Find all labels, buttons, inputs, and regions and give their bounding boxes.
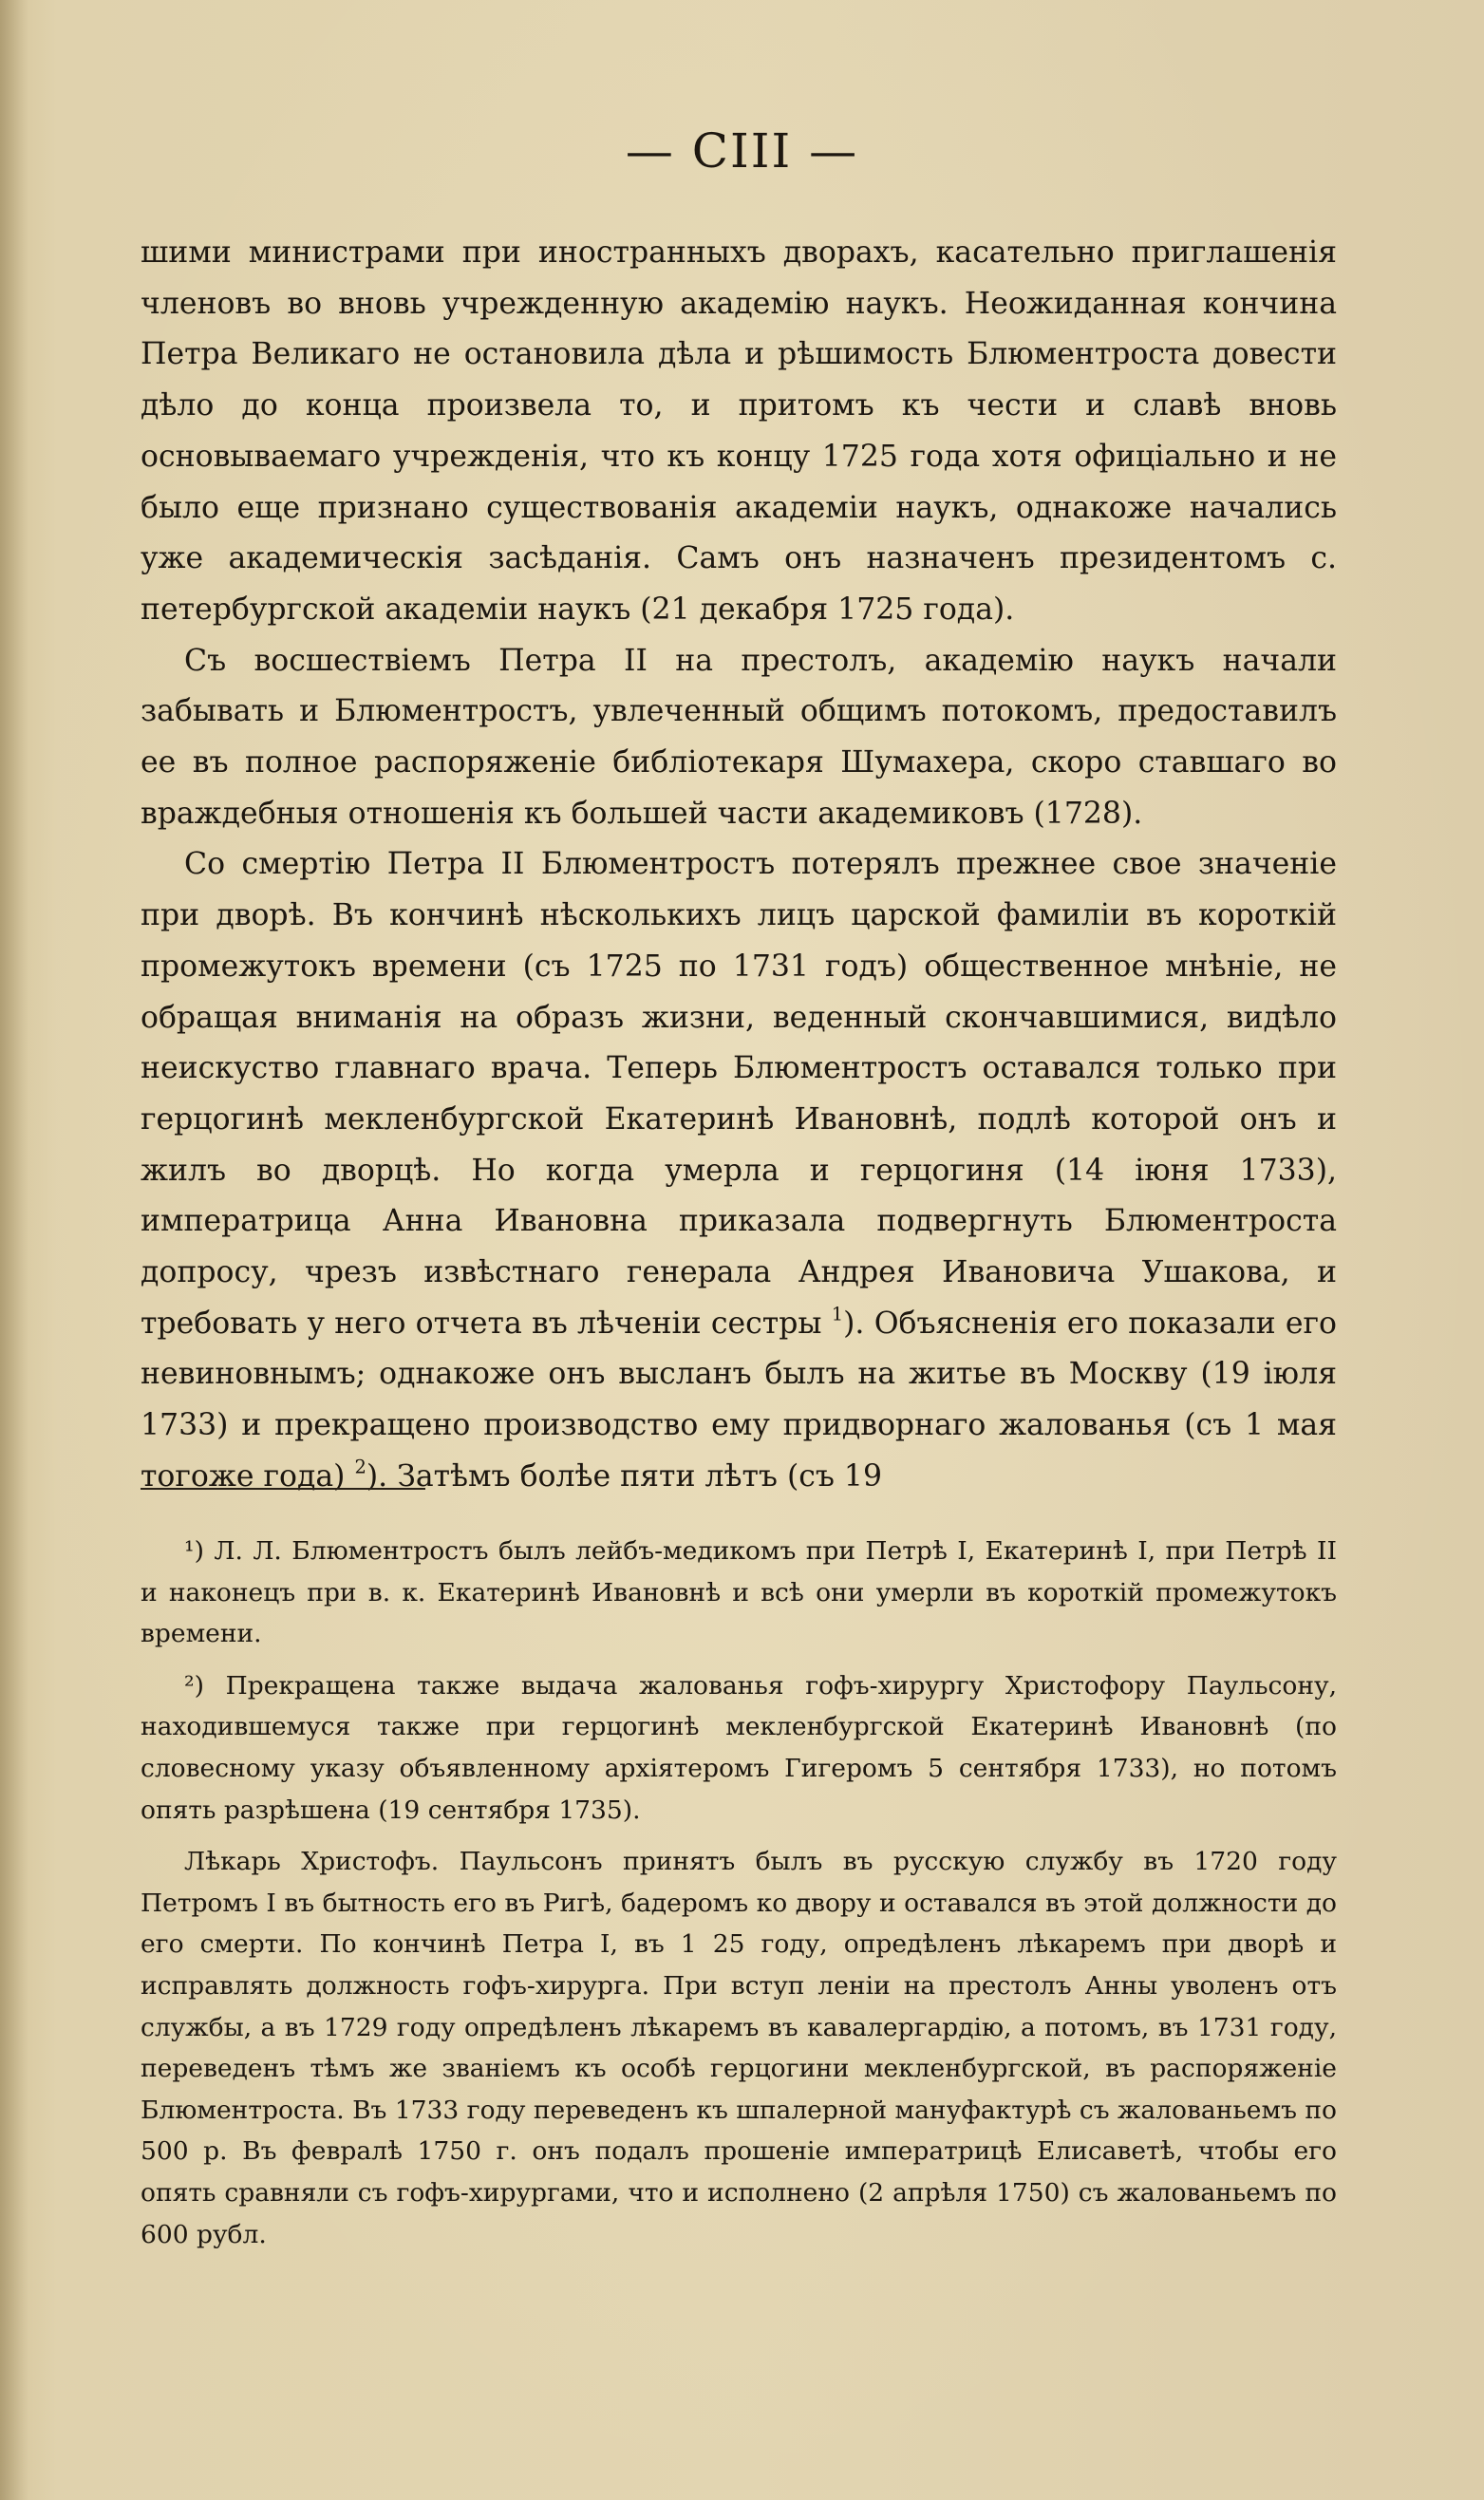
page-number: — CIII — — [625, 123, 859, 179]
paragraph-3 — [141, 839, 1337, 1502]
footnote-2 — [141, 1665, 1337, 1831]
footnote-2-text: ) Прекращена также выдача жалованья гофъ-хирургу Христофору Паульсону, находившемуся также при герцогинѣ мекленбургской Екатеринѣ Ивановнѣ (по словесному указу объявленному архіятеромъ Гигеромъ 5 сентября 1733), но потомъ опять разрѣшена (19 сентября 1735). — [141, 1670, 1337, 1825]
footnote-ref-1: 1 — [831, 1303, 844, 1325]
binding-shadow — [0, 0, 28, 2500]
footnote-ref-2: 2 — [354, 1456, 366, 1478]
main-text — [141, 228, 1337, 1503]
footnote-2-mark: ² — [184, 1670, 195, 1701]
footnote-1-mark: ¹ — [184, 1536, 195, 1566]
paragraph-3-part-2: ). Объясненія его показали его невиновнымъ; однакоже онъ высланъ былъ на житье въ Москву (19 іюля 1733) и прекращено производство ему придворнаго жалованья (съ 1 мая тогоже года) — [141, 1306, 1338, 1494]
footnotes — [141, 1531, 1337, 2255]
footnote-2-continuation: Лѣкарь Христофъ. Паульсонъ принятъ былъ въ русскую службу въ 1720 году Петромъ I въ бытность его въ Ригѣ, бадеромъ ко двору и оставался въ этой должности до его смерти. По кончинѣ Петра I, въ 1 25 году, опредѣленъ лѣкаремъ при дворѣ и исправлять должность гофъ-хирурга. При вступ леніи на престолъ Анны уволенъ отъ службы, а въ 1729 году опредѣленъ лѣкаремъ въ кавалергардію, а потомъ, въ 1731 году, переведенъ тѣмъ же званіемъ къ особѣ герцогини мекленбургской, въ распоряженіе Блюментроста. Въ 1733 году переведенъ къ шпалерной мануфактурѣ съ жалованьемъ по 500 р. Въ февралѣ 1750 г. онъ подалъ прошеніе императрицѣ Елисаветѣ, чтобы его опять сравняли съ гофъ-хирургами, что и исполнено (2 апрѣля 1750) съ жалованьемъ по 600 рубл. — [141, 1847, 1338, 2249]
paragraph-1: шими министрами при иностранныхъ дворахъ, касательно приглашенія членовъ во вновь учрежденную академію наукъ. Неожиданная кончина Петра Великаго не остановила дѣла и рѣшимость Блюментроста довести дѣло до конца произвела то, и притомъ къ чести и славѣ вновь основываемаго учрежденія, что къ концу 1725 года хотя офиціально и не было еще признано существованія академіи наукъ, однакоже начались уже академическія засѣданія. Самъ онъ назначенъ президентомъ с. петербургской академіи наукъ (21 декабря 1725 года). — [141, 235, 1337, 627]
footnote-separator — [141, 1488, 425, 1490]
footnote-1 — [141, 1531, 1337, 1655]
footnote-1-text: ) Л. Л. Блюментростъ былъ лейбъ-медикомъ при Петрѣ I, Екатеринѣ I, при Петрѣ II и наконецъ при в. к. Екатеринѣ Ивановнѣ и всѣ они умерли въ короткій промежутокъ времени. — [141, 1536, 1337, 1649]
paragraph-3-part-1: Со смертію Петра II Блюментростъ потерялъ прежнее свое значеніе при дворѣ. Въ кончинѣ нѣсколькихъ лицъ царской фамиліи въ короткій промежутокъ времени (съ 1725 по 1731 годъ) общественное мнѣніе, не обращая вниманія на образъ жизни, веденный скончавшимися, видѣло неискуство главнаго врача. Теперь Блюментростъ оставался только при герцогинѣ мекленбургской Екатеринѣ Ивановнѣ, подлѣ которой онъ и жилъ во дворцѣ. Но когда умерла и герцогиня (14 іюня 1733), императрица Анна Ивановна приказала подвергнуть Блюментроста допросу, чрезъ извѣстнаго генерала Андрея Ивановича Ушакова, и требовать у него отчета въ лѣченіи сестры — [141, 847, 1337, 1341]
paragraph-3-part-3: ). Затѣмъ болѣе пяти лѣтъ (съ 19 — [366, 1458, 883, 1494]
paragraph-2: Съ восшествіемъ Петра II на престолъ, академію наукъ начали забывать и Блюментростъ, увлеченный общимъ потокомъ, предоставилъ ее въ полное распоряженіе библіотекаря Шумахера, скоро ставшаго во враждебныя отношенія къ большей части академиковъ (1728). — [141, 643, 1337, 831]
